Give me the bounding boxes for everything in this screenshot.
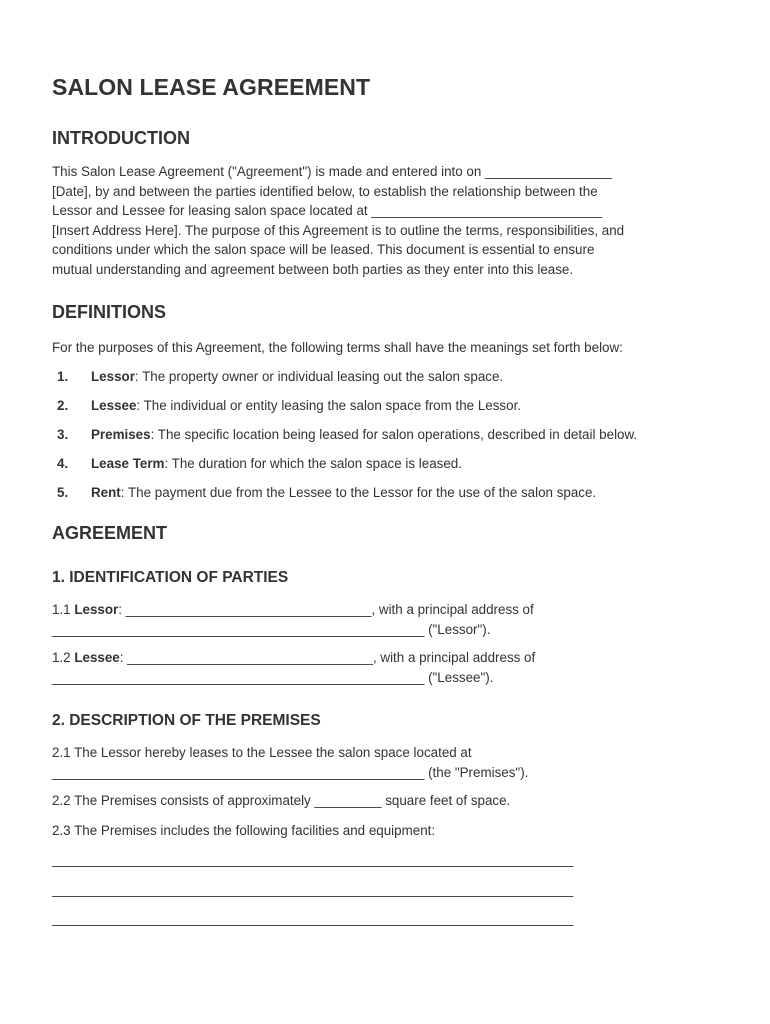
definition-number: 4.	[57, 455, 69, 471]
premises-facilities-clause: 2.3 The Premises includes the following facilities and equipment:	[52, 822, 436, 838]
identification-heading: 1. IDENTIFICATION OF PARTIES	[52, 569, 289, 586]
definition-term: Lessee	[91, 397, 137, 413]
intro-line: [Insert Address Here]. The purpose of this Agreement is to outline the terms, responsibilities, and	[52, 222, 625, 238]
definition-text: : The individual or entity leasing the salon space from the Lessor.	[136, 397, 522, 413]
agreement-heading: AGREEMENT	[52, 523, 168, 543]
definition-number: 1.	[57, 368, 69, 384]
facilities-blank-line[interactable]: ______________________________________________________________________	[52, 852, 574, 867]
definition-item	[52, 367, 718, 387]
lessor-address-blank[interactable]: __________________________________________________ ("Lessor").	[52, 621, 491, 637]
definition-term: Lease Term	[91, 455, 165, 471]
definition-term: Lessor	[91, 368, 135, 384]
intro-line: [Date], by and between the parties identified below, to establish the relationship between the	[52, 183, 598, 199]
definition-item	[52, 425, 718, 445]
premises-heading: 2. DESCRIPTION OF THE PREMISES	[52, 712, 321, 729]
definition-number: 3.	[57, 426, 69, 442]
definition-term: Rent	[91, 484, 121, 500]
lessor-clause	[52, 600, 718, 639]
definition-text: : The payment due from the Lessee to the Lessor for the use of the salon space.	[120, 484, 597, 500]
introduction-heading: INTRODUCTION	[52, 128, 190, 148]
definition-text: : The duration for which the salon space is leased.	[164, 455, 462, 471]
introduction-paragraph	[52, 162, 718, 279]
lessee-clause	[52, 648, 718, 687]
definition-term: Premises	[91, 426, 151, 442]
definition-text: : The property owner or individual leasing out the salon space.	[134, 368, 504, 384]
definition-item	[52, 396, 718, 416]
definition-item	[52, 483, 718, 503]
facilities-blank-line[interactable]: ______________________________________________________________________	[52, 911, 574, 926]
facilities-blank-line[interactable]: ______________________________________________________________________	[52, 881, 574, 897]
clause-text: 2.1 The Lessor hereby leases to the Lessee the salon space located at	[52, 745, 472, 760]
definition-number: 2.	[57, 397, 69, 413]
definition-item	[52, 454, 718, 474]
intro-line: This Salon Lease Agreement ("Agreement") is made and entered into on _________________	[52, 164, 612, 179]
definitions-list	[52, 367, 718, 503]
definition-number: 5.	[57, 484, 69, 500]
premises-address-blank[interactable]: __________________________________________________ (the "Premises").	[52, 764, 529, 780]
clause-number: 1.2	[52, 650, 75, 665]
intro-line: mutual understanding and agreement between both parties as they enter into this lease.	[52, 261, 574, 277]
definition-text: : The specific location being leased for salon operations, described in detail below.	[150, 426, 638, 442]
definitions-intro: For the purposes of this Agreement, the following terms shall have the meanings set forth below:	[52, 340, 623, 355]
lessee-address-blank[interactable]: __________________________________________________ ("Lessee").	[52, 669, 494, 685]
lessee-name-blank[interactable]: : _________________________________, with a principal address of	[119, 650, 536, 665]
intro-line: conditions under which the salon space will be leased. This document is essential to ensure	[52, 242, 595, 257]
intro-line: Lessor and Lessee for leasing salon space located at _______________________________	[52, 203, 603, 218]
premises-size-clause[interactable]: 2.2 The Premises consists of approximately _________ square feet of space.	[52, 793, 511, 808]
clause-term: Lessee	[74, 650, 120, 665]
lessor-name-blank[interactable]: : _________________________________, with a principal address of	[118, 602, 534, 617]
clause-number: 1.1	[52, 602, 75, 617]
facilities-blank-lines	[52, 850, 718, 929]
document-title: SALON LEASE AGREEMENT	[52, 74, 371, 100]
definitions-heading: DEFINITIONS	[52, 302, 167, 322]
premises-location-clause	[52, 743, 718, 782]
clause-term: Lessor	[74, 602, 119, 617]
